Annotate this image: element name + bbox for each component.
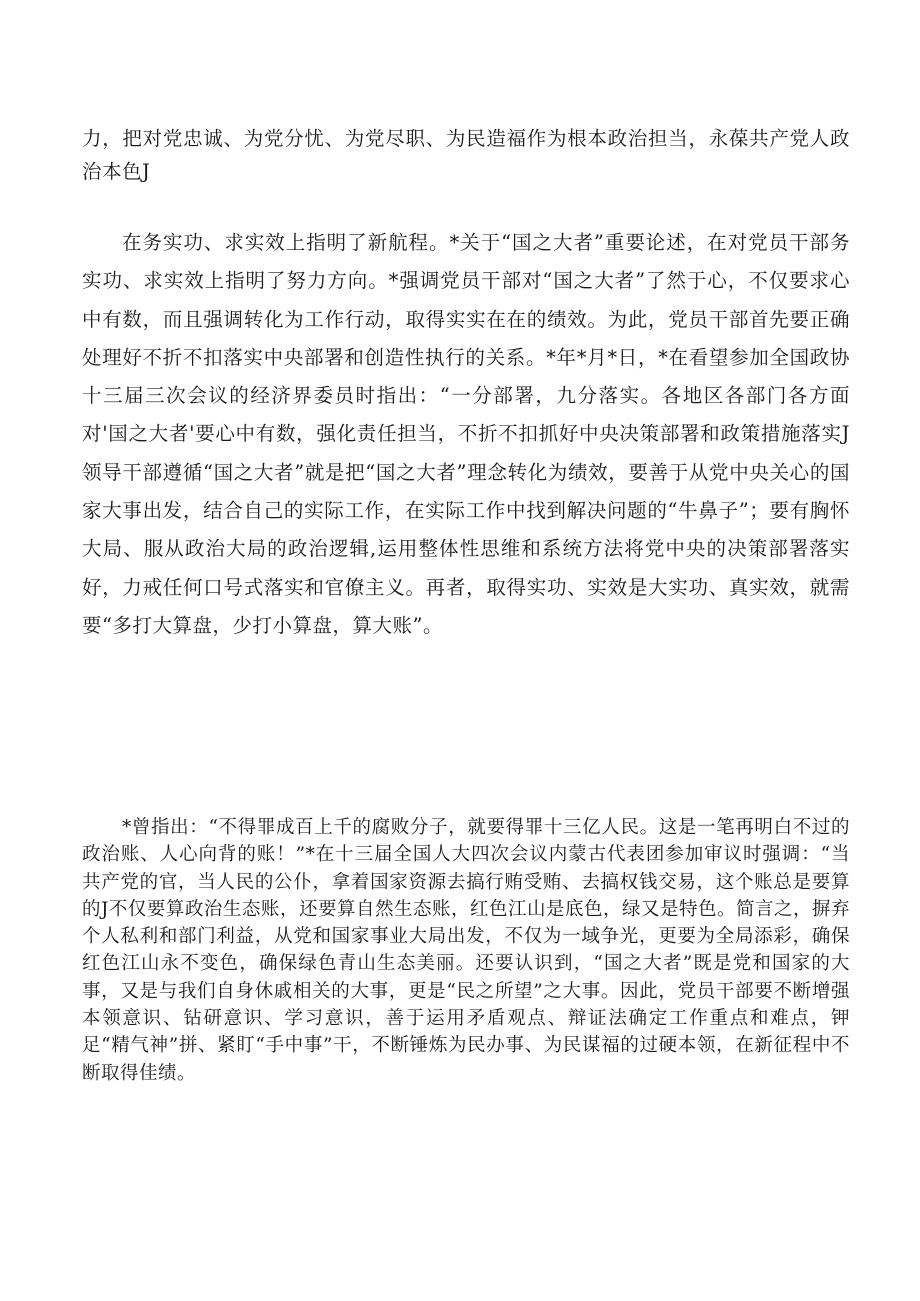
paragraph-1: 力，把对党忠诚、为党分忧、为党尽职、为民造福作为根本政治担当，永葆共产党人政治本色J xyxy=(82,127,850,183)
paragraph-2: 在务实功、求实效上指明了新航程。*关于“国之大者”重要论述，在对党员干部务实功、求实效上指明了努力方向。*强调党员干部对“国之大者”了然于心，不仅要求心中有数，而且强调转化为工作行动，取得实实在在的绩效。为此，党员干部首先要正确处理好不折不扣落实中央部署和创造性执行的关系。*年*月*日，*在看望参加全国政协十三届三次会议的经济界委员时指出：“一分部署，九分落实。各地区各部门各方面对'国之大者'要心中有数，强化责任担当，不折不扣抓好中央决策部署和政策措施落实J领导干部遵循“国之大者”就是把“国之大者”理念转化为绩效，要善于从党中央关心的国家大事出发，结合自己的实际工作，在实际工作中找到解决问题的“牛鼻子”；要有胸怀大局、服从政治大局的政治逻辑,运用整体性思维和系统方法将党中央的决策部署落实好，力戒任何口号式落实和官僚主义。再者，取得实功、实效是大实功、真实效，就需要“多打大算盘，少打小算盘，算大账”。 xyxy=(82,231,850,637)
paragraph-3: *曾指出：“不得罪成百上千的腐败分子，就要得罪十三亿人民。这是一笔再明白不过的政治账、人心向背的账！”*在十三届全国人大四次会议内蒙古代表团参加审议时强调：“当共产党的官，当人民的公仆，拿着国家资源去搞行贿受贿、去搞权钱交易，这个账总是要算的J不仅要算政治生态账，还要算自然生态账，红色江山是底色，绿又是特色。简言之，摒弃个人私利和部门利益，从党和国家事业大局出发，不仅为一域争光，更要为全局添彩，确保红色江山永不变色，确保绿色青山生态美丽。还要认识到，“国之大者”既是党和国家的大事，又是与我们自身休戚相关的大事，更是“民之所望”之大事。因此，党员干部要不断增强本领意识、钻研意识、学习意识，善于运用矛盾观点、辩证法确定工作重点和难点，钾足“精气神”拼、紧盯“手中事”干，不断锤炼为民办事、为民谋福的过硬本领，在新征程中不断取得佳绩。 xyxy=(82,817,850,1084)
